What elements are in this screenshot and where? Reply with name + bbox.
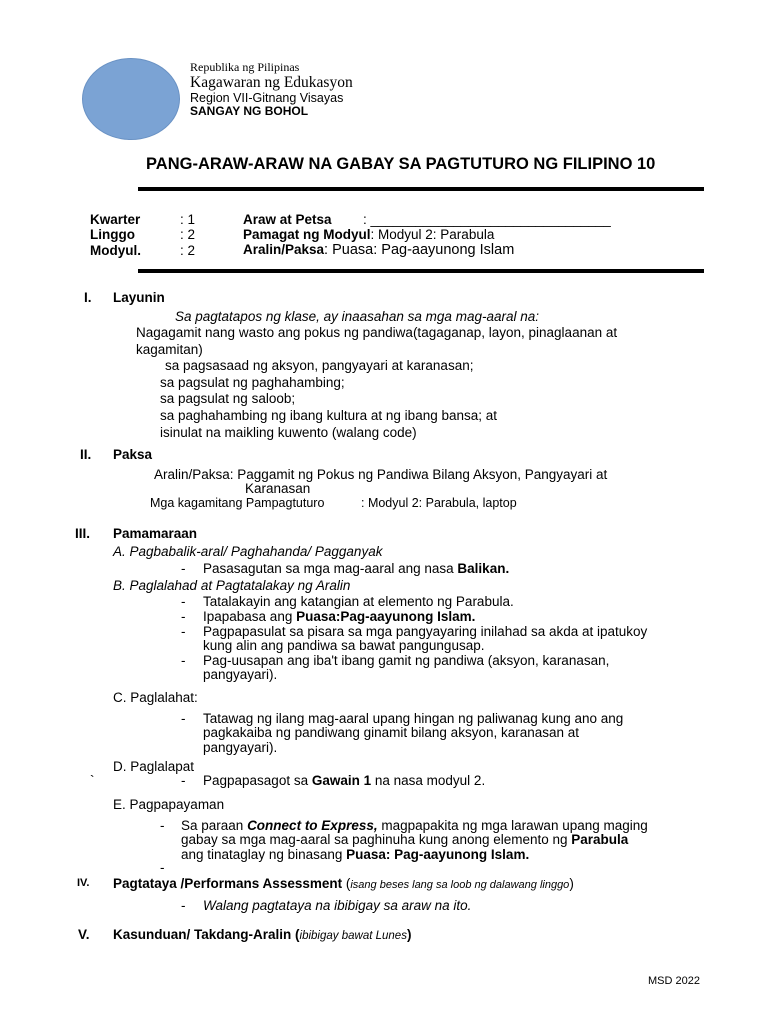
list-item: ang tinataglay ng binasang Puasa: Pag-aayunong Islam. <box>181 847 530 862</box>
pamagat-value: : Modyul 2: Parabula <box>370 227 495 242</box>
aralin-line <box>243 241 514 259</box>
pamagat-label: Pamagat ng Modyul <box>243 227 371 242</box>
subsection-a-title: A. Pagbabalik-aral/ Paghahanda/ Pagganyak <box>113 544 383 559</box>
aralin-value: : Puasa: Pag-aayunong Islam <box>324 242 515 258</box>
dash: - <box>181 609 186 624</box>
linggo-label: Linggo <box>90 227 135 242</box>
deped-seal-logo <box>82 58 180 140</box>
list-item: Pag-uusapan ang iba't ibang gamit ng pandiwa (aksyon, karanasan, <box>203 653 610 668</box>
header-department: Kagawaran ng Edukasyon <box>190 74 353 91</box>
objective-line: sa pagsasaad ng aksyon, pangyayari at karanasan; <box>165 358 474 373</box>
kwarter-label: Kwarter <box>90 212 141 227</box>
info-divider <box>138 269 704 273</box>
subsection-d-title: D. Paglalapat <box>113 759 195 774</box>
stray-mark: ` <box>90 773 95 788</box>
section4-note: isang beses lang sa loob ng dalawang linggo <box>350 879 570 891</box>
section5-heading: Kasunduan/ Takdang-Aralin <box>113 927 292 942</box>
list-item: pangyayari). <box>203 740 278 755</box>
list-item: Sa paraan Connect to Express, magpapakita ng mga larawan upang maging <box>181 818 648 833</box>
dash: - <box>181 561 186 576</box>
section4-heading: Pagtataya /Performans Assessment <box>113 876 343 891</box>
objective-line: Nagagamit nang wasto ang pokus ng pandiwa(tagaganap, layon, pinaglaanan at <box>136 325 618 340</box>
paksa-aralin-line: Aralin/Paksa: Paggamit ng Pokus ng Pandiwa Bilang Aksyon, Pangyayari at <box>154 467 608 482</box>
list-item: pagkakaiba ng pandiwang ginamit bilang aksyon, karanasan at <box>203 725 580 740</box>
section1-number: I. <box>84 290 92 305</box>
objective-line: sa paghahambing ng ibang kultura at ng ibang bansa; at <box>160 408 498 423</box>
araw-value: : ________________________________ <box>363 212 611 227</box>
section1-intro: Sa pagtatapos ng klase, ay inaasahan sa mga mag-aaral na: <box>175 309 539 324</box>
list-item: gabay sa mga mag-aaral sa paghinuha kung anong elemento ng Parabula <box>181 832 629 847</box>
subsection-b-title: B. Paglalahad at Pagtatalakay ng Aralin <box>113 578 351 593</box>
footer-code: MSD 2022 <box>648 975 700 987</box>
paksa-aralin-line: Karanasan <box>245 481 311 496</box>
list-item: Pagpapasulat sa pisara sa mga pangyayaring inilahad sa akda at ipatukoy <box>203 624 648 639</box>
dash: - <box>160 860 165 875</box>
dash: - <box>160 818 165 833</box>
header-division: SANGAY NG BOHOL <box>190 104 309 118</box>
section5-heading-line: Kasunduan/ Takdang-Aralin (ibibigay bawat Lunes) <box>113 927 412 942</box>
list-item: Tatawag ng ilang mag-aaral upang hingan ng paliwanag kung ano ang <box>203 711 624 726</box>
page-title: PANG-ARAW-ARAW NA GABAY SA PAGTUTURO NG FILIPINO 10 <box>146 155 656 173</box>
section4-number: IV. <box>77 877 90 889</box>
objective-line: isinulat na maikling kuwento (walang code) <box>160 425 417 440</box>
list-item: Pagpapasagot sa Gawain 1 na nasa modyul 2. <box>203 773 486 788</box>
title-divider <box>138 187 704 191</box>
dash: - <box>181 624 186 639</box>
kwarter-value: : 1 <box>180 212 196 227</box>
kagamitan-value: : Modyul 2: Parabula, laptop <box>361 496 517 510</box>
modyul-label: Modyul. <box>90 243 141 258</box>
subsection-e-title: E. Pagpapayaman <box>113 797 225 812</box>
header-region: Region VII-Gitnang Visayas <box>190 91 344 105</box>
list-item: pangyayari). <box>203 667 278 682</box>
dash: - <box>181 773 186 788</box>
list-item: Pasasagutan sa mga mag-aaral ang nasa Balikan. <box>203 561 510 576</box>
section4-heading-line: Pagtataya /Performans Assessment (isang beses lang sa loob ng dalawang linggo) <box>113 876 574 891</box>
aralin-label: Aralin/Paksa <box>243 242 325 257</box>
objective-line: sa pagsulat ng paghahambing; <box>160 375 345 390</box>
pamagat-line <box>243 227 494 242</box>
section1-heading: Layunin <box>113 290 165 305</box>
linggo-value: : 2 <box>180 227 196 242</box>
modyul-value: : 2 <box>180 243 196 258</box>
dash: - <box>181 898 186 913</box>
dash: - <box>181 711 186 726</box>
list-item: Tatalakayin ang katangian at elemento ng Parabula. <box>203 594 514 609</box>
araw-label: Araw at Petsa <box>243 212 332 227</box>
objective-line: sa pagsulat ng saloob; <box>160 391 296 406</box>
list-item: Walang pagtataya na ibibigay sa araw na ito. <box>203 898 472 913</box>
dash: - <box>181 653 186 668</box>
header-republic: Republika ng Pilipinas <box>190 60 300 74</box>
objective-line: kagamitan) <box>136 342 203 357</box>
list-item: kung alin ang pandiwa sa bawat pangungusap. <box>203 638 485 653</box>
kagamitan-label: Mga kagamitang Pampagtuturo <box>150 496 325 510</box>
section3-number: III. <box>75 526 91 541</box>
section5-number: V. <box>78 927 90 942</box>
section5-note: ibibigay bawat Lunes <box>299 930 407 942</box>
list-item: Ipapabasa ang Puasa:Pag-aayunong Islam. <box>203 609 476 624</box>
section2-number: II. <box>80 447 92 462</box>
section3-heading: Pamamaraan <box>113 526 198 541</box>
subsection-c-title: C. Paglalahat: <box>113 690 198 705</box>
dash: - <box>181 594 186 609</box>
section2-heading: Paksa <box>113 447 153 462</box>
